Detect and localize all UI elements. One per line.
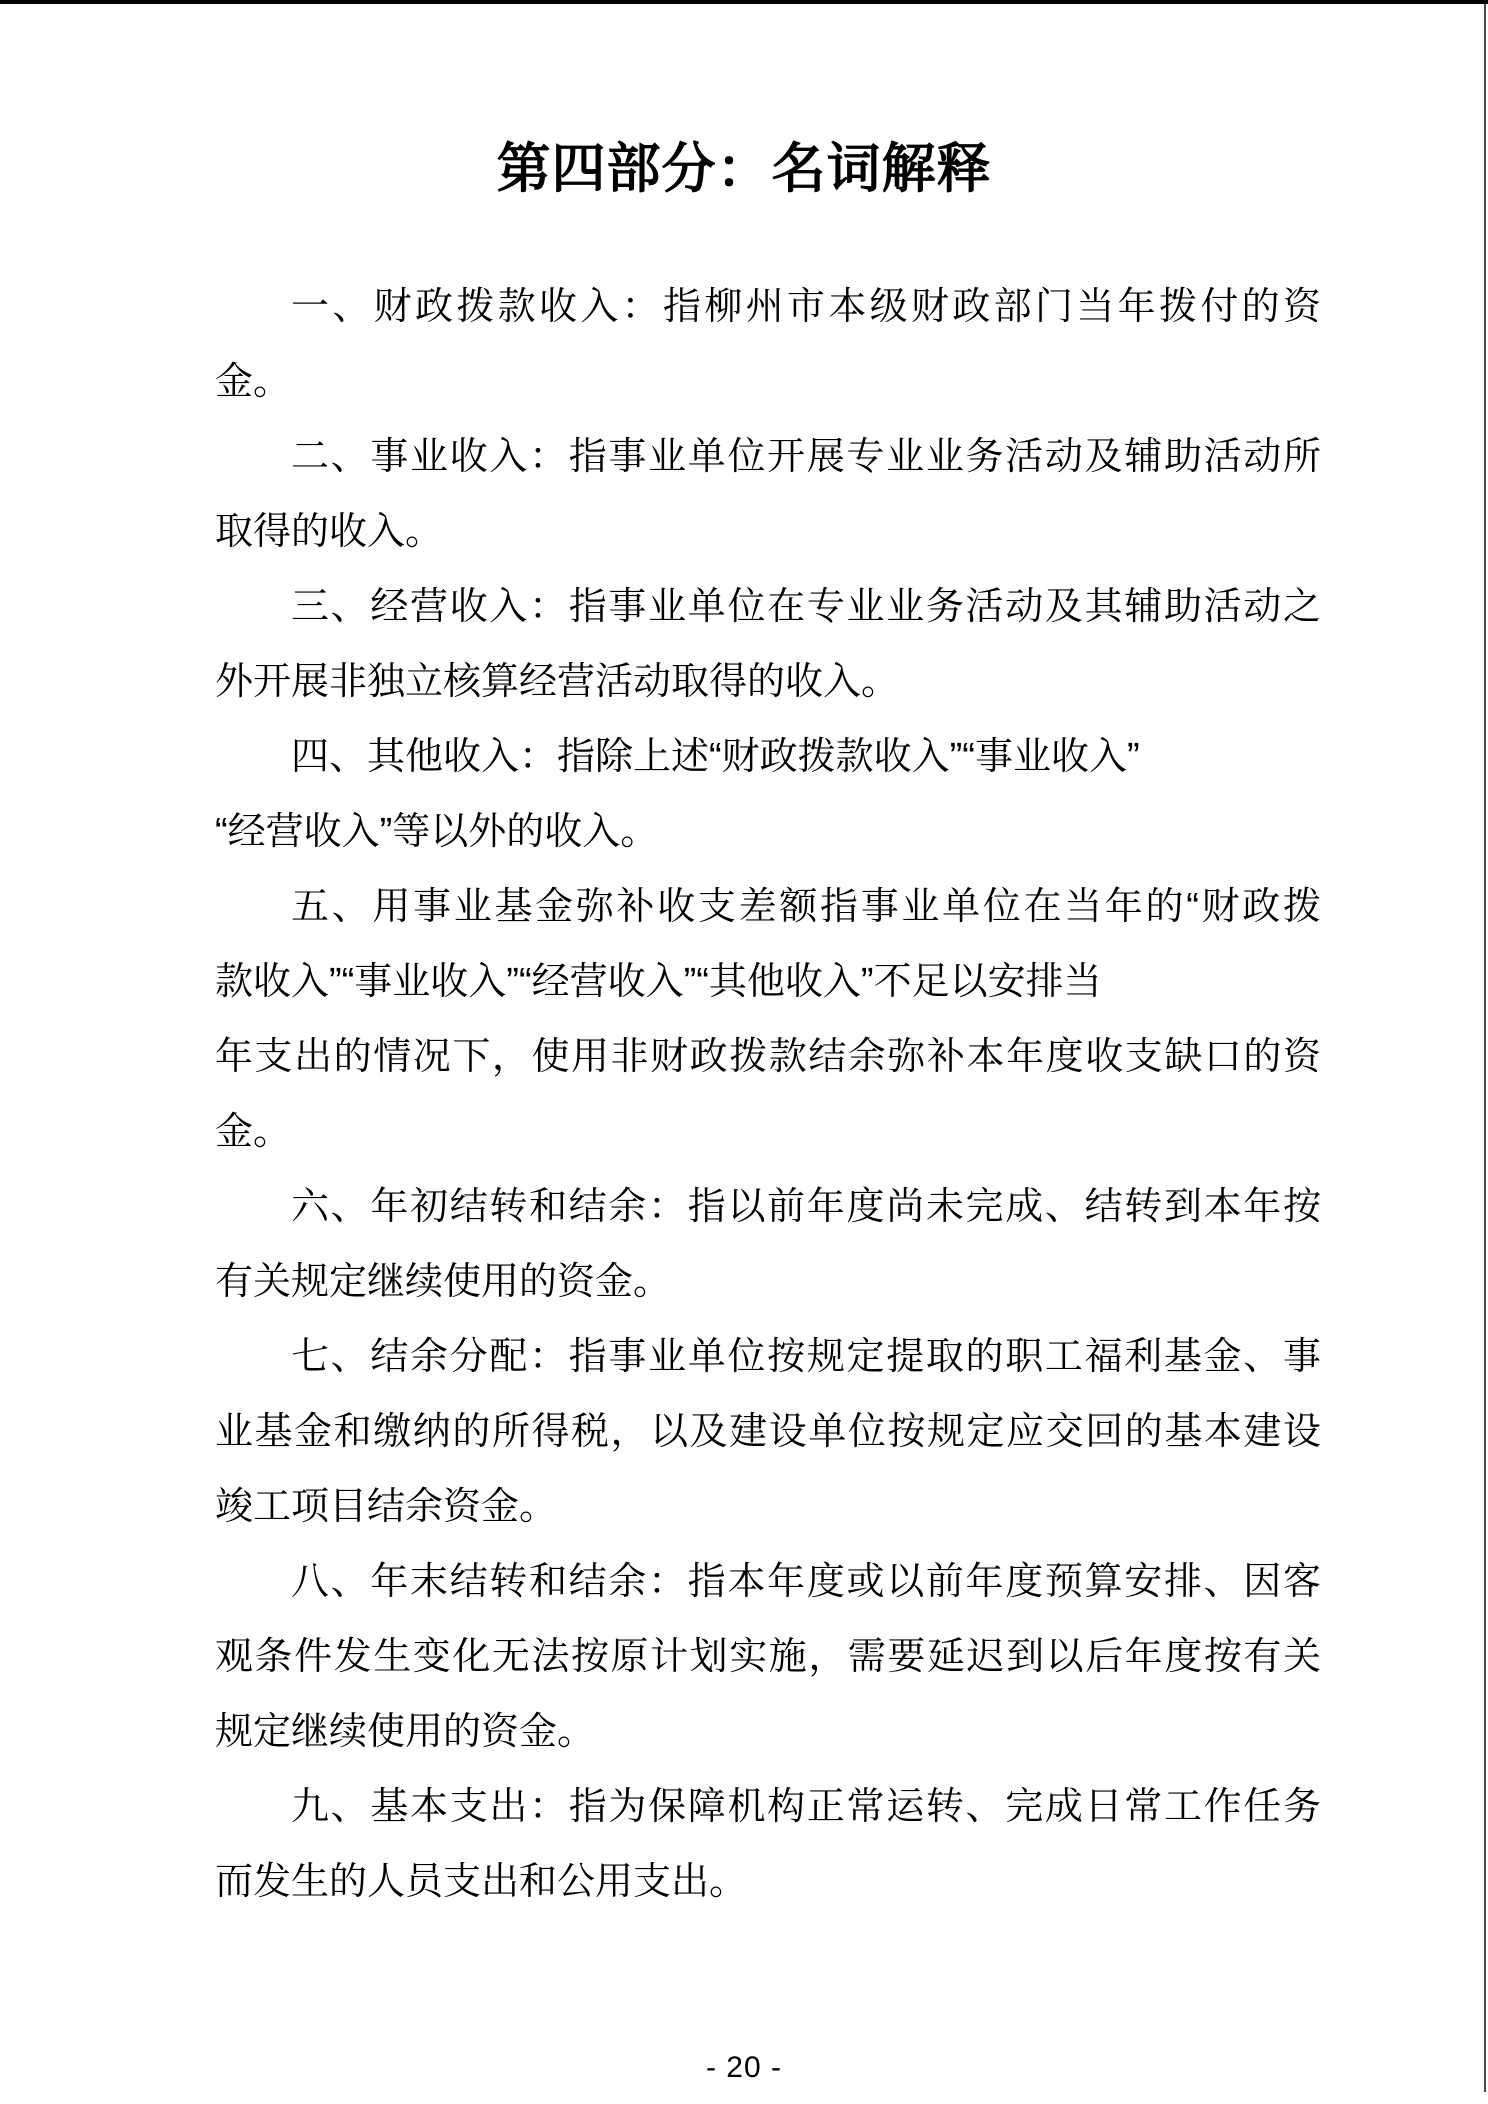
text-line: 业基金和缴纳的所得税，以及建设单位按规定应交回的基本建设 — [215, 1411, 1321, 1453]
paragraph — [215, 1320, 1321, 1545]
right-border-line — [1484, 4, 1486, 2092]
text-line: 五、用事业基金弥补收支差额指事业单位在当年的“财政拨 — [291, 886, 1321, 928]
paragraph — [215, 570, 1321, 720]
text-line: 有关规定继续使用的资金。 — [215, 1261, 672, 1303]
text-line: 九、基本支出：指为保障机构正常运转、完成日常工作任务 — [291, 1786, 1321, 1828]
text-line: 八、年末结转和结余：指本年度或以前年度预算安排、因客 — [291, 1561, 1321, 1603]
top-border-bar — [0, 0, 1488, 4]
paragraph — [215, 720, 1321, 870]
text-line: 观条件发生变化无法按原计划实施，需要延迟到以后年度按有关 — [215, 1636, 1321, 1678]
text-line: 一、财政拨款收入：指柳州市本级财政部门当年拨付的资 — [291, 286, 1321, 328]
paragraph — [215, 1170, 1321, 1320]
text-line: 规定继续使用的资金。 — [215, 1711, 596, 1753]
text-line: 六、年初结转和结余：指以前年度尚未完成、结转到本年按 — [291, 1186, 1321, 1228]
paragraph — [215, 1770, 1321, 1920]
text-line: 金。 — [215, 361, 292, 403]
paragraph — [215, 420, 1321, 570]
text-line: 七、结余分配：指事业单位按规定提取的职工福利基金、事 — [291, 1336, 1321, 1378]
text-line: 竣工项目结余资金。 — [215, 1486, 558, 1528]
text-line: 年支出的情况下，使用非财政拨款结余弥补本年度收支缺口的资 — [215, 1036, 1321, 1078]
text-line: 金。 — [215, 1111, 292, 1153]
page-title: 第四部分：名词解释 — [496, 139, 992, 199]
text-line: 三、经营收入：指事业单位在专业业务活动及其辅助活动之 — [291, 586, 1321, 628]
text-line: 取得的收入。 — [215, 511, 444, 553]
text-line: 款收入”“事业收入”“经营收入”“其他收入”不足以安排当 — [215, 961, 1102, 1003]
text-line: 外开展非独立核算经营活动取得的收入。 — [215, 661, 900, 703]
text-line: “经营收入”等以外的收入。 — [215, 811, 659, 853]
paragraph — [215, 870, 1321, 1170]
paragraph — [215, 270, 1321, 420]
page-number: - 20 - — [705, 2051, 783, 2084]
document-body — [215, 270, 1321, 1920]
text-line: 而发生的人员支出和公用支出。 — [215, 1861, 748, 1903]
paragraph — [215, 1545, 1321, 1770]
text-line: 四、其他收入：指除上述“财政拨款收入”“事业收入” — [291, 736, 1140, 778]
text-line: 二、事业收入：指事业单位开展专业业务活动及辅助活动所 — [291, 436, 1321, 478]
